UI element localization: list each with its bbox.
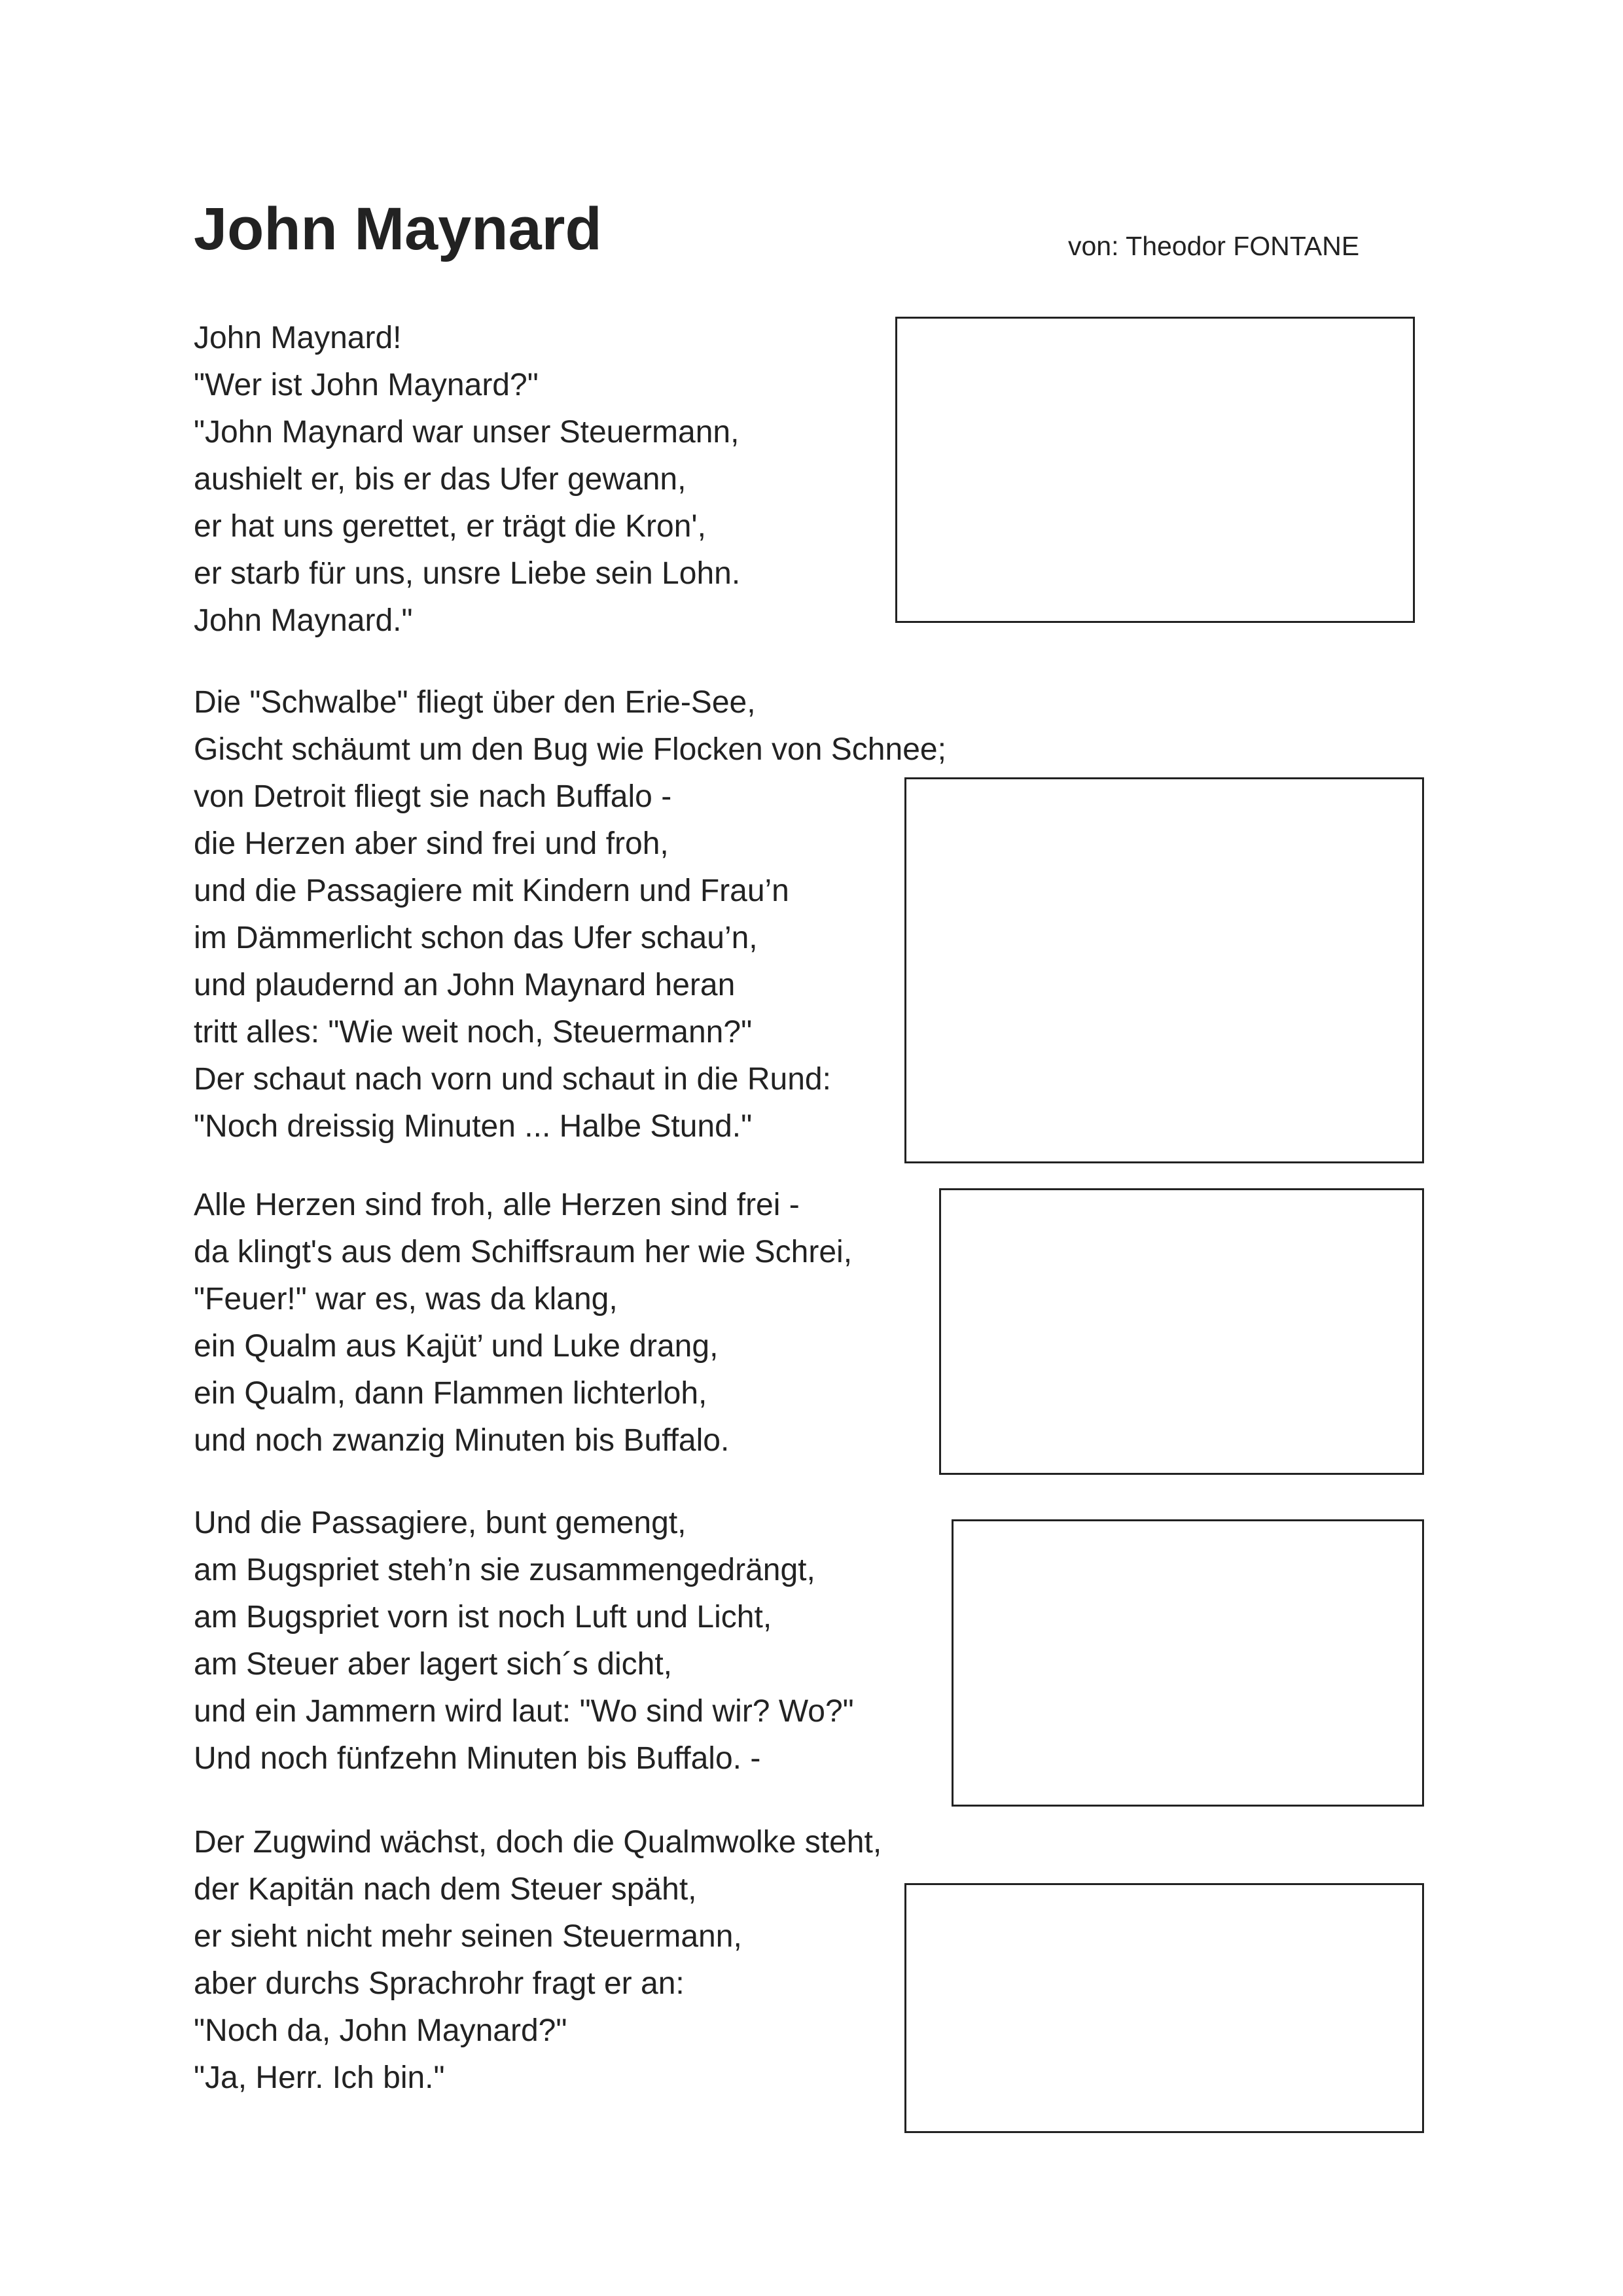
stanza-4 (194, 1500, 854, 1782)
drawing-box-2 (904, 777, 1424, 1163)
poem-line: "Feuer!" war es, was da klang, (194, 1282, 618, 1316)
poem-line: John Maynard." (194, 603, 413, 638)
poem-line: da klingt's aus dem Schiffsraum her wie Schrei, (194, 1235, 853, 1269)
poem-line: am Bugspriet vorn ist noch Luft und Licht, (194, 1600, 772, 1634)
poem-author: von: Theodor FONTANE (1068, 231, 1360, 261)
stanza-1 (194, 315, 740, 645)
poem-line: Alle Herzen sind froh, alle Herzen sind frei - (194, 1188, 800, 1222)
poem-line: "Noch da, John Maynard?" (194, 2013, 567, 2048)
drawing-box-4 (952, 1519, 1424, 1807)
poem-line: im Dämmerlicht schon das Ufer schau’n, (194, 921, 758, 955)
poem-line: am Steuer aber lagert sich´s dicht, (194, 1647, 672, 1682)
poem-line: Der Zugwind wächst, doch die Qualmwolke steht, (194, 1825, 882, 1860)
drawing-box-1 (895, 317, 1415, 623)
poem-line: aber durchs Sprachrohr fragt er an: (194, 1966, 685, 2001)
poem-line: Der schaut nach vorn und schaut in die Rund: (194, 1062, 831, 1097)
stanza-3 (194, 1182, 852, 1464)
poem-line: die Herzen aber sind frei und froh, (194, 826, 669, 861)
poem-line: "John Maynard war unser Steuermann, (194, 415, 740, 450)
poem-line: tritt alles: "Wie weit noch, Steuermann?" (194, 1015, 753, 1050)
poem-line: Und noch fünfzehn Minuten bis Buffalo. - (194, 1741, 761, 1776)
stanza-2 (194, 679, 946, 1150)
poem-line: Die "Schwalbe" fliegt über den Erie-See, (194, 685, 756, 720)
poem-line: "Noch dreissig Minuten ... Halbe Stund." (194, 1109, 753, 1144)
poem-line: am Bugspriet steh’n sie zusammengedrängt, (194, 1553, 815, 1587)
poem-title: John Maynard (194, 196, 602, 262)
poem-line: er hat uns gerettet, er trägt die Kron', (194, 509, 706, 544)
poem-line: der Kapitän nach dem Steuer späht, (194, 1872, 697, 1907)
drawing-box-3 (939, 1188, 1424, 1475)
poem-line: er sieht nicht mehr seinen Steuermann, (194, 1919, 742, 1954)
poem-line: er starb für uns, unsre Liebe sein Lohn. (194, 556, 741, 591)
drawing-box-5 (904, 1883, 1424, 2133)
poem-line: "Wer ist John Maynard?" (194, 368, 539, 402)
stanza-5 (194, 1819, 882, 2102)
poem-line: aushielt er, bis er das Ufer gewann, (194, 462, 687, 497)
poem-line: von Detroit fliegt sie nach Buffalo - (194, 779, 672, 814)
poem-line: und ein Jammern wird laut: "Wo sind wir? Wo?" (194, 1694, 854, 1729)
poem-line: Und die Passagiere, bunt gemengt, (194, 1506, 687, 1540)
poem-line: ein Qualm, dann Flammen lichterloh, (194, 1376, 707, 1411)
poem-line: und die Passagiere mit Kindern und Frau’n (194, 874, 789, 908)
poem-line: "Ja, Herr. Ich bin." (194, 2060, 445, 2095)
poem-line: Gischt schäumt um den Bug wie Flocken von Schnee; (194, 732, 946, 767)
poem-line: John Maynard! (194, 321, 402, 355)
poem-line: und noch zwanzig Minuten bis Buffalo. (194, 1423, 730, 1458)
poem-line: ein Qualm aus Kajüt’ und Luke drang, (194, 1329, 719, 1364)
poem-line: und plaudernd an John Maynard heran (194, 968, 736, 1002)
